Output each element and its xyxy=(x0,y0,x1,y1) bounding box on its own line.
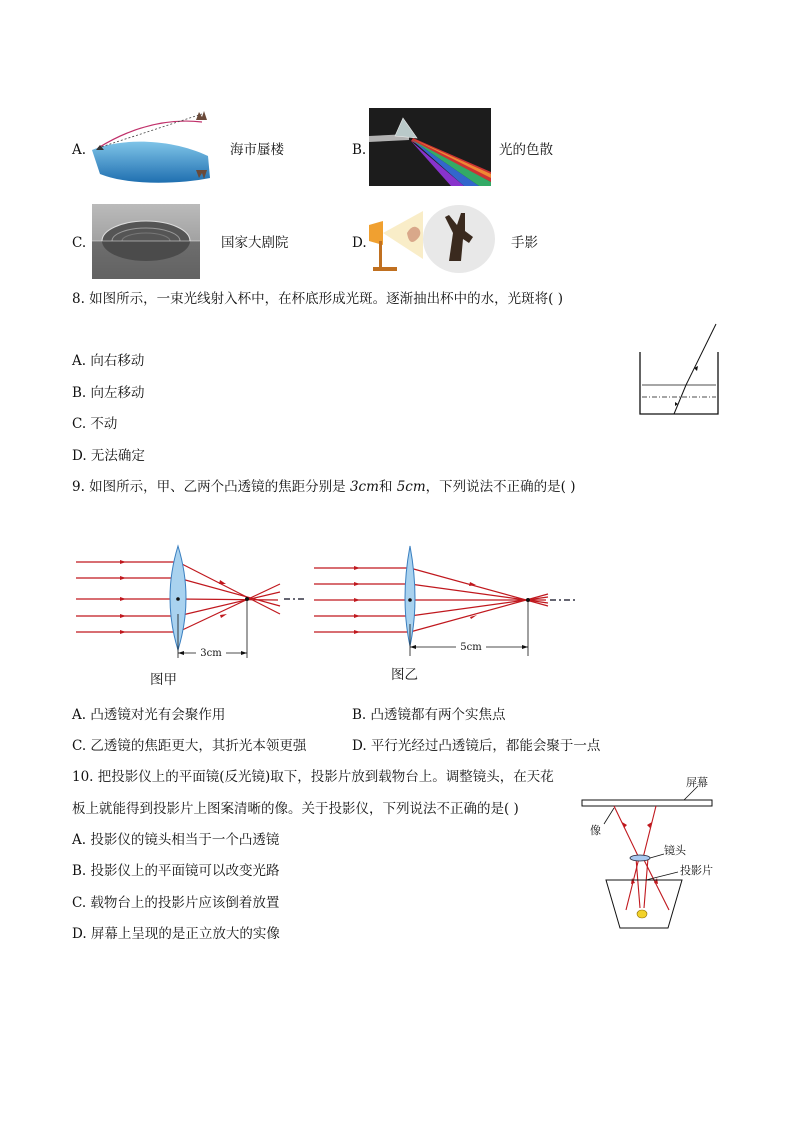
q10-stem-line1: 10. 把投影仪上的平面镜(反光镜)取下，投影片放到载物台上。调整镜头，在天花 xyxy=(72,769,554,785)
image-label: 像 xyxy=(590,824,601,837)
slide-label: 投影片 xyxy=(680,864,713,877)
national-theatre-image xyxy=(92,204,200,279)
q9-stem-part3: ，下列说法不正确的是( ) xyxy=(425,479,576,495)
q9-focal-length-jia: 3cm xyxy=(349,479,379,495)
fig-jia-dimension-label: 3cm xyxy=(200,648,222,659)
q8-stem: 8. 如图所示，一束光线射入杯中，在杯底形成光斑。逐渐抽出杯中的水，光斑将( ) xyxy=(72,291,563,307)
q9-option-b: B. 凸透镜都有两个实焦点 xyxy=(352,707,506,723)
q8-option-c: C. 不动 xyxy=(72,416,118,432)
prism-dispersion-image xyxy=(369,108,491,186)
q8-option-d: D. 无法确定 xyxy=(72,448,145,464)
q10-option-b: B. 投影仪上的平面镜可以改变光路 xyxy=(72,863,280,879)
q9-stem-part1: 9. 如图所示，甲、乙两个凸透镜的焦距分别是 xyxy=(72,479,346,495)
q10-option-a: A. 投影仪的镜头相当于一个凸透镜 xyxy=(72,832,280,848)
cup-refraction-figure xyxy=(634,318,724,418)
q7-option-b-caption: 光的色散 xyxy=(499,142,553,158)
q7-option-a-caption: 海市蜃楼 xyxy=(230,142,284,158)
lens-figure-yi xyxy=(310,544,580,659)
lens-label: 镜头 xyxy=(664,844,686,857)
mirage-image xyxy=(90,108,212,186)
fig-jia-caption: 图甲 xyxy=(150,672,177,688)
q8-option-a: A. 向右移动 xyxy=(72,353,145,369)
q9-option-c: C. 乙透镜的焦距更大，其折光本领更强 xyxy=(72,738,307,754)
fig-yi-caption: 图乙 xyxy=(391,667,418,683)
q7-option-c-letter: C. xyxy=(72,235,87,251)
projector-figure xyxy=(578,768,738,933)
fig-yi-dimension-label: 5cm xyxy=(460,642,482,653)
screen-label: 屏幕 xyxy=(686,776,708,789)
q9-option-d: D. 平行光经过凸透镜后，都能会聚于一点 xyxy=(352,738,601,754)
q9-stem-part2: 和 xyxy=(378,479,393,495)
q7-option-c-caption: 国家大剧院 xyxy=(221,235,289,251)
q9-stem xyxy=(72,478,576,496)
q10-stem-line2: 板上就能得到投影片上图案清晰的像。关于投影仪，下列说法不正确的是( ) xyxy=(72,801,519,817)
q8-option-b: B. 向左移动 xyxy=(72,385,145,401)
q7-option-b-letter: B. xyxy=(352,142,367,158)
q9-option-a: A. 凸透镜对光有会聚作用 xyxy=(72,707,226,723)
lens-figure-jia xyxy=(70,544,310,669)
hand-shadow-image xyxy=(369,203,495,275)
q10-option-d: D. 屏幕上呈现的是正立放大的实像 xyxy=(72,926,280,942)
q7-option-a-letter: A. xyxy=(72,142,87,158)
q7-option-d-caption: 手影 xyxy=(511,235,538,251)
q10-option-c: C. 载物台上的投影片应该倒着放置 xyxy=(72,895,280,911)
q9-focal-length-yi: 5cm xyxy=(396,479,426,495)
q7-option-d-letter: D. xyxy=(352,235,367,251)
